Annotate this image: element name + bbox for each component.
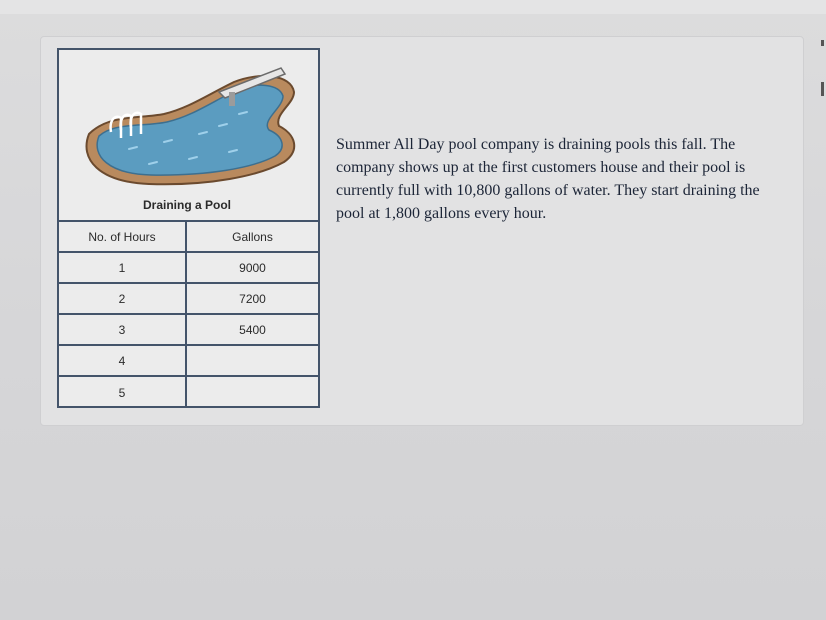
table-row: [59, 253, 318, 284]
window-edge-marks: [820, 30, 826, 100]
figure-title: Draining a Pool: [142, 198, 231, 212]
header-gallons: Gallons: [232, 229, 273, 244]
problem-text: Summer All Day pool company is draining pools this fall. The company shows up at the first customers house and their pool is currently full with 10,800 gallons of water. They start draining the pool at 1,800 gallons every hour.: [336, 136, 760, 222]
table-header-row: [59, 222, 318, 253]
table-row: [59, 346, 318, 377]
hours-cell: 1: [59, 253, 187, 282]
hours-cell: 5: [59, 377, 187, 408]
gallons-cell: [187, 346, 318, 375]
gallons-cell: 9000: [239, 260, 266, 275]
gallons-cell: 5400: [239, 322, 266, 337]
hours-cell: 2: [59, 284, 187, 313]
table-row: [59, 315, 318, 346]
table-row: [59, 377, 318, 408]
header-hours: No. of Hours: [59, 222, 187, 251]
table-row: [59, 284, 318, 315]
gallons-cell: [187, 377, 318, 408]
hours-cell: 3: [59, 315, 187, 344]
pool-with-diving-board-icon: [69, 64, 304, 194]
pool-figure: [57, 48, 320, 408]
gallons-cell: 7200: [239, 291, 266, 306]
top-strip: [0, 0, 826, 14]
data-table: [59, 220, 318, 408]
hours-cell: 4: [59, 346, 187, 375]
